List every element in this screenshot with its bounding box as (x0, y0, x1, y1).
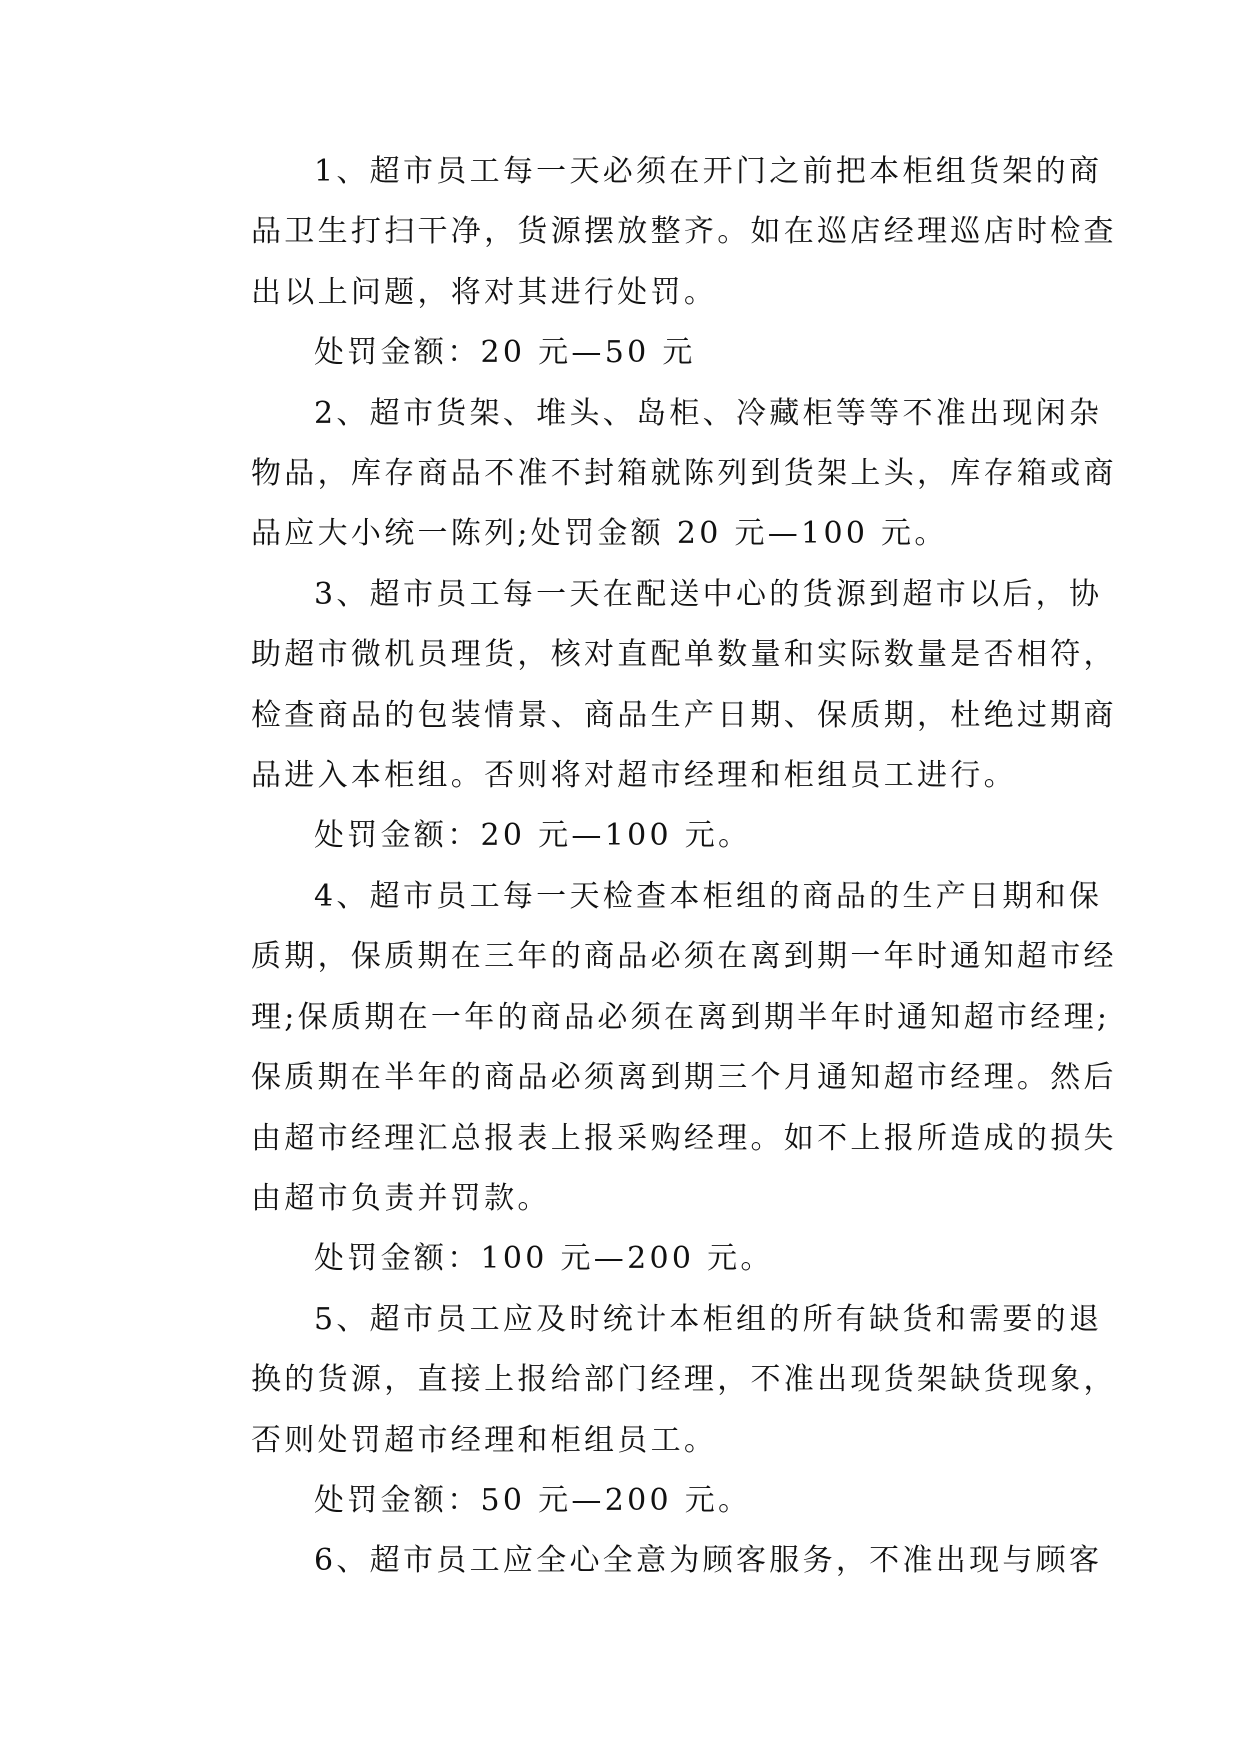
rule-5-paragraph (188, 1290, 1117, 1471)
document-page (188, 142, 1117, 1592)
penalty-amount-4 (188, 1229, 1058, 1289)
text-line: 4、超市员工每一天检查本柜组的商品的生产日期和保 (314, 878, 1103, 914)
rule-2-paragraph (188, 384, 1117, 565)
text-line: 品进入本柜组。否则将对超市经理和柜组员工进行。 (251, 758, 1017, 794)
rule-4-paragraph (188, 867, 1117, 1229)
text-line: 出以上问题，将对其进行处罚。 (251, 274, 718, 310)
text-line: 5、超市员工应及时统计本柜组的所有缺货和需要的退 (314, 1301, 1103, 1337)
rule-6-paragraph (188, 1531, 1103, 1591)
text-line: 处罚金额：20 元—50 元 (314, 335, 696, 371)
penalty-amount-1 (188, 323, 1058, 383)
text-line: 由超市负责并罚款。 (251, 1180, 551, 1216)
penalty-amount-5 (188, 1471, 1058, 1531)
text-line: 由超市经理汇总报表上报采购经理。如不上报所造成的损失 (251, 1120, 1117, 1156)
text-line: 质期，保质期在三年的商品必须在离到期一年时通知超市经 (251, 939, 1117, 975)
text-line: 换的货源，直接上报给部门经理，不准出现货架缺货现象， (251, 1362, 1117, 1398)
rule-1-paragraph (188, 142, 1117, 323)
text-line: 6、超市员工应全心全意为顾客服务，不准出现与顾客 (314, 1543, 1103, 1579)
text-line: 处罚金额：20 元—100 元。 (314, 818, 752, 854)
text-line: 处罚金额：50 元—200 元。 (314, 1482, 752, 1518)
text-line: 物品，库存商品不准不封箱就陈列到货架上头，库存箱或商 (251, 456, 1117, 492)
text-line: 3、超市员工每一天在配送中心的货源到超市以后，协 (314, 576, 1103, 612)
text-line: 助超市微机员理货，核对直配单数量和实际数量是否相符， (251, 637, 1117, 673)
penalty-amount-3 (188, 806, 1058, 866)
text-line: 1、超市员工每一天必须在开门之前把本柜组货架的商 (314, 154, 1103, 189)
rule-3-paragraph (188, 565, 1117, 807)
text-line: 品应大小统一陈列;处罚金额 20 元—100 元。 (251, 516, 948, 552)
text-line: 理;保质期在一年的商品必须在离到期半年时通知超市经理; (251, 999, 1111, 1035)
text-line: 品卫生打扫干净，货源摆放整齐。如在巡店经理巡店时检查 (251, 214, 1117, 250)
text-line: 否则处罚超市经理和柜组员工。 (251, 1422, 718, 1458)
text-line: 检查商品的包装情景、商品生产日期、保质期，杜绝过期商 (251, 697, 1117, 733)
text-line: 2、超市货架、堆头、岛柜、冷藏柜等等不准出现闲杂 (314, 395, 1103, 431)
text-line: 保质期在半年的商品必须离到期三个月通知超市经理。然后 (251, 1060, 1117, 1096)
text-line: 处罚金额：100 元—200 元。 (314, 1241, 774, 1277)
